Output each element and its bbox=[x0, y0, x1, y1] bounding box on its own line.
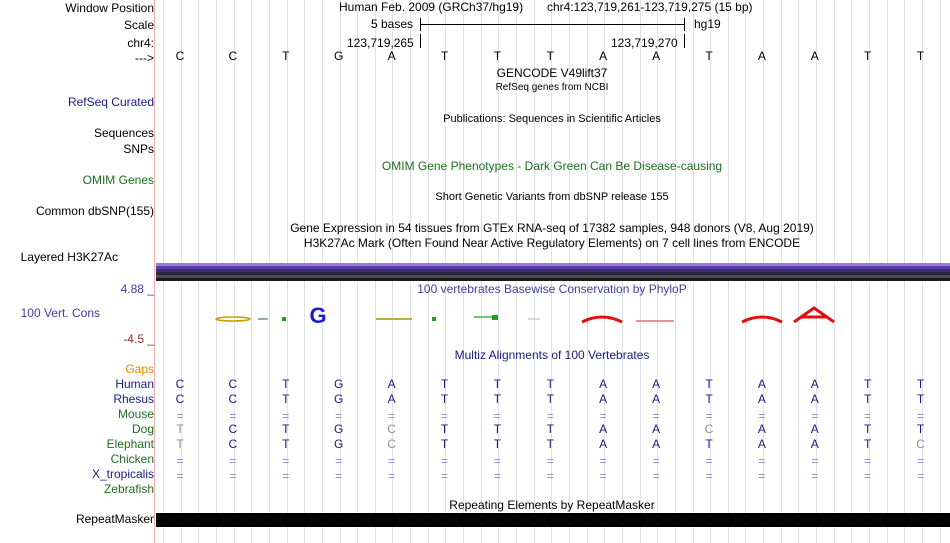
species-label-x_tropicalis[interactable]: X_tropicalis bbox=[91, 467, 154, 481]
alignment-base: A bbox=[757, 437, 766, 451]
alignment-base: = bbox=[758, 469, 766, 483]
alignment-base: = bbox=[493, 469, 501, 483]
alignment-base: = bbox=[917, 469, 925, 483]
alignment-base: = bbox=[440, 469, 449, 483]
species-label-gaps[interactable]: Gaps bbox=[125, 362, 154, 376]
alignment-base: A bbox=[810, 422, 819, 436]
alignment-base: = bbox=[546, 469, 554, 483]
base-letter: C bbox=[175, 49, 185, 63]
alignment-base: = bbox=[652, 409, 660, 423]
gtex-track-title: Gene Expression in 54 tissues from GTEx RNA-seq of 17382 samples, 948 donors (V8, Aug 2019) bbox=[290, 221, 814, 235]
alignment-base: = bbox=[811, 409, 819, 423]
alignment-base: = bbox=[388, 454, 396, 468]
alignment-base: T bbox=[440, 392, 449, 406]
snps-label[interactable]: SNPs bbox=[123, 142, 154, 156]
alignment-base: = bbox=[335, 469, 343, 483]
alignment-base: = bbox=[282, 454, 290, 468]
alignment-base: T bbox=[705, 392, 713, 406]
omim-genes-label[interactable]: OMIM Genes bbox=[82, 173, 154, 187]
alignment-base: T bbox=[705, 377, 713, 391]
alignment-base: T bbox=[546, 377, 554, 391]
logo-g-4: G bbox=[309, 303, 327, 326]
alignment-base: T bbox=[282, 422, 290, 436]
base-letter: A bbox=[757, 49, 766, 63]
alignment-base: = bbox=[864, 454, 872, 468]
alignment-base: = bbox=[599, 454, 607, 468]
alignment-base: A bbox=[652, 437, 661, 451]
alignment-base: C bbox=[228, 377, 238, 391]
alignment-base: T bbox=[440, 437, 449, 451]
alignment-base: = bbox=[229, 454, 237, 468]
base-letter: T bbox=[440, 49, 449, 63]
base-letter: T bbox=[282, 49, 290, 63]
phylop-logo bbox=[156, 300, 950, 326]
alignment-base: T bbox=[493, 392, 502, 406]
coord-right-tick bbox=[684, 34, 685, 48]
alignment-base: T bbox=[916, 392, 925, 406]
alignment-base: T bbox=[864, 437, 872, 451]
alignment-base: = bbox=[335, 409, 343, 423]
alignment-base: = bbox=[493, 454, 501, 468]
logo-t-7a bbox=[474, 316, 494, 318]
omim-track-title: OMIM Gene Phenotypes - Dark Green Can Be Disease-causing bbox=[381, 159, 723, 173]
alignment-base: G bbox=[334, 422, 344, 436]
alignment-base: A bbox=[810, 437, 819, 451]
refseq-track-title: RefSeq genes from NCBI bbox=[495, 82, 609, 93]
alignment-base: = bbox=[864, 469, 872, 483]
scale-label: Scale bbox=[123, 18, 154, 32]
refseq-curated-label[interactable]: RefSeq Curated bbox=[67, 95, 154, 109]
base-letter: A bbox=[599, 49, 608, 63]
assembly-title: Human Feb. 2009 (GRCh37/hg19) bbox=[339, 0, 524, 14]
alignment-base: = bbox=[176, 469, 184, 483]
alignment-base: = bbox=[652, 454, 660, 468]
dbsnp-track-title: Short Genetic Variants from dbSNP release 155 bbox=[435, 191, 669, 203]
alignment-base: A bbox=[599, 422, 608, 436]
alignment-base: = bbox=[546, 409, 554, 423]
h3k27ac-signal-band[interactable] bbox=[156, 263, 950, 281]
alignment-base: G bbox=[334, 392, 344, 406]
strand-label: ---> bbox=[135, 51, 154, 65]
alignment-base: A bbox=[387, 377, 396, 391]
alignment-base: T bbox=[493, 437, 502, 451]
base-letter: A bbox=[652, 49, 661, 63]
alignment-base: = bbox=[705, 454, 713, 468]
alignment-base: C bbox=[387, 437, 396, 451]
alignment-base: T bbox=[493, 422, 502, 436]
alignment-base: = bbox=[758, 454, 766, 468]
coord-right: 123,719,270 bbox=[611, 36, 678, 50]
alignment-base: T bbox=[440, 422, 449, 436]
track-area-left-edge bbox=[154, 0, 155, 543]
alignment-base: T bbox=[916, 377, 925, 391]
alignment-base: A bbox=[599, 437, 608, 451]
alignment-base: T bbox=[440, 377, 449, 391]
alignment-base: = bbox=[282, 469, 290, 483]
alignment-base: T bbox=[546, 422, 554, 436]
alignment-base: A bbox=[387, 392, 396, 406]
h3k27ac-track-title: H3K27Ac Mark (Often Found Near Active Regulatory Elements) on 7 cell lines from ENCODE bbox=[303, 236, 801, 250]
alignment-base: C bbox=[175, 377, 185, 391]
alignment-base: A bbox=[810, 377, 819, 391]
alignment-base: T bbox=[546, 437, 554, 451]
alignment-base: = bbox=[599, 409, 607, 423]
alignment-base: = bbox=[758, 409, 766, 423]
alignment-base: T bbox=[705, 437, 713, 451]
alignment-base: = bbox=[493, 409, 501, 423]
phylop-track-title: 100 vertebrates Basewise Conservation by PhyloP bbox=[417, 282, 687, 296]
phylop-min-label: -4.5 _ bbox=[123, 332, 154, 346]
alignment-base: T bbox=[916, 422, 925, 436]
gencode-track-title: GENCODE V49lift37 bbox=[496, 66, 608, 80]
chrom-label: chr4: bbox=[127, 36, 154, 50]
alignment-base: A bbox=[652, 422, 661, 436]
base-letter: T bbox=[493, 49, 502, 63]
alignment-base: C bbox=[228, 392, 238, 406]
species-label-elephant[interactable]: Elephant bbox=[106, 437, 154, 451]
alignment-base: = bbox=[176, 454, 184, 468]
alignment-base: A bbox=[599, 377, 608, 391]
alignment-base: A bbox=[652, 392, 661, 406]
alignment-base: = bbox=[335, 454, 343, 468]
alignment-base: A bbox=[810, 392, 819, 406]
alignment-base: T bbox=[282, 392, 290, 406]
species-label-dog[interactable]: Dog bbox=[131, 422, 154, 436]
alignment-base: = bbox=[229, 409, 237, 423]
alignment-base: T bbox=[493, 377, 502, 391]
alignment-base: T bbox=[864, 377, 872, 391]
alignment-base: T bbox=[864, 392, 872, 406]
alignment-base: = bbox=[705, 409, 713, 423]
base-letter: C bbox=[228, 49, 238, 63]
logo-a-9 bbox=[582, 317, 622, 322]
base-letter: T bbox=[705, 49, 713, 63]
alignment-base: = bbox=[811, 469, 819, 483]
coord-left: 123,719,265 bbox=[347, 36, 414, 50]
phylop-max-label: 4.88 _ bbox=[120, 282, 154, 296]
species-label-zebrafish[interactable]: Zebrafish bbox=[103, 482, 154, 496]
species-label-chicken[interactable]: Chicken bbox=[110, 452, 154, 466]
alignment-base: C bbox=[704, 422, 714, 436]
alignment-base: = bbox=[917, 409, 925, 423]
alignment-base: T bbox=[176, 437, 184, 451]
alignment-base: A bbox=[652, 377, 661, 391]
alignment-base: T bbox=[282, 437, 290, 451]
alignment-base: = bbox=[917, 454, 925, 468]
alignment-base: = bbox=[599, 469, 607, 483]
alignment-base: = bbox=[388, 469, 396, 483]
scale-bar bbox=[420, 24, 684, 25]
window-position-label: Window Position bbox=[65, 1, 154, 15]
alignment-base: = bbox=[176, 409, 184, 423]
alignment-base: = bbox=[229, 469, 237, 483]
alignment-base: T bbox=[176, 422, 184, 436]
alignment-base: A bbox=[757, 422, 766, 436]
logo-t-3 bbox=[282, 317, 286, 321]
alignment-base: G bbox=[334, 437, 344, 451]
alignment-base: T bbox=[864, 422, 872, 436]
alignment-base: C bbox=[916, 437, 925, 451]
repeatmasker-label[interactable]: RepeatMasker bbox=[75, 512, 154, 526]
sequences-label[interactable]: Sequences bbox=[93, 126, 154, 140]
dbsnp-label[interactable]: Common dbSNP(155) bbox=[35, 204, 154, 218]
alignment-base: A bbox=[757, 392, 766, 406]
publications-track-title: Publications: Sequences in Scientific Articles bbox=[443, 113, 661, 125]
scale-bar-right-tick bbox=[684, 18, 685, 31]
alignment-base: C bbox=[228, 422, 238, 436]
base-letter: G bbox=[334, 49, 344, 63]
logo-c-1 bbox=[216, 317, 250, 321]
repeatmasker-block[interactable] bbox=[156, 513, 950, 527]
alignment-base: = bbox=[864, 409, 872, 423]
repeatmasker-track-title: Repeating Elements by RepeatMasker bbox=[449, 498, 655, 512]
position-readout: chr4:123,719,261-123,719,275 (15 bp) bbox=[547, 0, 753, 14]
alignment-base: = bbox=[652, 469, 660, 483]
alignment-base: = bbox=[705, 469, 713, 483]
species-label-mouse[interactable]: Mouse bbox=[117, 407, 154, 421]
alignment-base: C bbox=[228, 437, 238, 451]
logo-a-12 bbox=[742, 317, 782, 322]
multiz-track-title: Multiz Alignments of 100 Vertebrates bbox=[454, 348, 650, 362]
alignment-base: T bbox=[546, 392, 554, 406]
coord-left-tick bbox=[420, 34, 421, 48]
species-label-rhesus[interactable]: Rhesus bbox=[113, 392, 154, 406]
alignment-base: A bbox=[757, 377, 766, 391]
phylop-label[interactable]: 100 Vert. Cons bbox=[20, 306, 100, 320]
alignment-base: T bbox=[282, 377, 290, 391]
logo-a-13 bbox=[794, 308, 834, 322]
base-letter: T bbox=[864, 49, 872, 63]
alignment-base: C bbox=[387, 422, 396, 436]
alignment-base: = bbox=[440, 454, 449, 468]
alignment-base: A bbox=[599, 392, 608, 406]
alignment-base: = bbox=[282, 409, 290, 423]
alignment-base: G bbox=[334, 377, 344, 391]
base-letter: A bbox=[810, 49, 819, 63]
logo-t-7b bbox=[492, 315, 498, 320]
alignment-base: = bbox=[388, 409, 396, 423]
scale-db: hg19 bbox=[694, 17, 721, 31]
alignment-base: C bbox=[175, 392, 185, 406]
alignment-base: = bbox=[440, 409, 449, 423]
scale-text: 5 bases bbox=[371, 17, 414, 31]
h3k27ac-label[interactable]: Layered H3K27Ac bbox=[20, 250, 118, 264]
scale-bar-left-tick bbox=[420, 18, 421, 31]
alignment-base: = bbox=[811, 454, 819, 468]
base-letter: A bbox=[387, 49, 396, 63]
base-letter: T bbox=[546, 49, 554, 63]
logo-t-6 bbox=[432, 317, 436, 321]
alignment-base: = bbox=[546, 454, 554, 468]
species-label-human[interactable]: Human bbox=[115, 377, 154, 391]
base-letter: T bbox=[916, 49, 925, 63]
